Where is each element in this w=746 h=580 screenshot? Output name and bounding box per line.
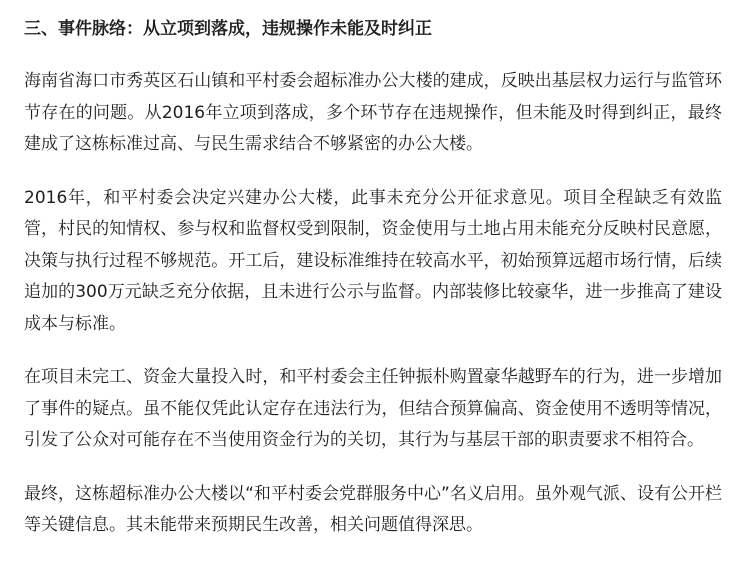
section-heading: 三、事件脉络：从立项到落成，违规操作未能及时纠正	[24, 19, 432, 39]
paragraph-4: 最终，这栋超标准办公大楼以“和平村委会党群服务中心”名义启用。虽外观气派、设有公开栏等关键信息。其未能带来预期民生改善，相关问题值得深思。	[24, 483, 722, 535]
paragraph-1: 海南省海口市秀英区石山镇和平村委会超标准办公大楼的建成，反映出基层权力运行与监管环节存在的问题。从2016年立项到落成，多个环节存在违规操作，但未能及时得到纠正，最终建成了这栋标准过高、与民生需求结合不够紧密的办公大楼。	[24, 71, 722, 154]
paragraph-3: 在项目未完工、资金大量投入时，和平村委会主任钟振朴购置豪华越野车的行为，进一步增加了事件的疑点。虽不能仅凭此认定存在违法行为，但结合预算偏高、资金使用不透明等情况，引发了公众对可能存在不当使用资金行为的关切，其行为与基层干部的职责要求不相符合。	[24, 367, 722, 450]
paragraph-2: 2016年，和平村委会决定兴建办公大楼，此事未充分公开征求意见。项目全程缺乏有效监管，村民的知情权、参与权和监督权受到限制，资金使用与土地占用未能充分反映村民意愿，决策与执行过程不够规范。开工后，建设标准维持在较高水平，初始预算远超市场行情，后续追加的300万元缺乏充分依据，且未进行公示与监督。内部装修比较豪华，进一步推高了建设成本与标准。	[24, 187, 722, 334]
